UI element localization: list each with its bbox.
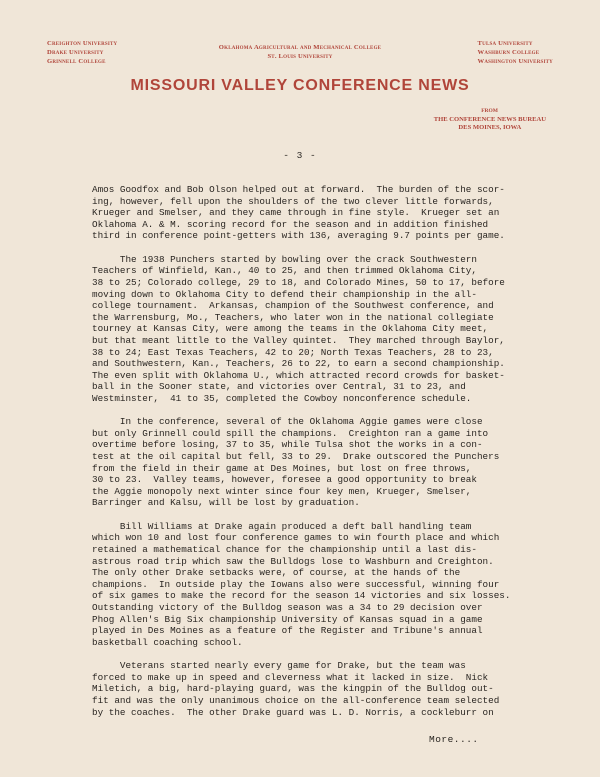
continuation-marker: More.... bbox=[429, 734, 479, 745]
text-line: 30 to 23. Valley teams, however, foresee a good opportunity to break bbox=[92, 474, 477, 486]
body-text bbox=[92, 184, 562, 718]
letterhead-school: Grinnell College bbox=[47, 58, 106, 65]
text-line: test at the oil capital but fell, 33 to 29. Drake outscored the Punchers bbox=[92, 451, 500, 463]
text-line: basketball coaching school. bbox=[92, 636, 243, 648]
text-line: Oklahoma A. & M. scoring record for the season and in addition finished bbox=[92, 218, 489, 230]
text-line: but only Grinnell could spill the champions. Creighton ran a game into bbox=[92, 427, 489, 439]
letterhead-school: Drake University bbox=[47, 49, 104, 56]
text-line: ball in the Sooner state, and victories over Central, 31 to 23, and bbox=[92, 381, 466, 393]
text-line: and Southwestern, Kan., Teachers, 26 to 22, to earn a second championship. bbox=[92, 358, 505, 370]
page-number: - 3 - bbox=[283, 150, 317, 161]
text-line: champions. In outside play the Iowans also were successful, winning four bbox=[92, 578, 500, 590]
text-line: Phog Allen's Big Six championship University of Kansas squad in a game bbox=[92, 613, 483, 625]
text-line: The 1938 Punchers started by bowling over the crack Southwestern bbox=[92, 253, 477, 265]
text-line: In the conference, several of the Oklahoma Aggie games were close bbox=[92, 416, 483, 428]
text-line: Bill Williams at Drake again produced a deft ball handling team bbox=[92, 520, 472, 532]
text-line: 38 to 24; East Texas Teachers, 42 to 20; North Texas Teachers, 28 to 23, bbox=[92, 346, 494, 358]
letterhead-school: Oklahoma Agricultural and Mechanical College bbox=[218, 44, 382, 51]
paragraph-gap bbox=[92, 509, 562, 521]
text-line: third in conference point-getters with 136, averaging 9.7 points per game. bbox=[92, 230, 505, 242]
text-line: but that meant little to the Valley quintet. They marched through Baylor, bbox=[92, 334, 505, 346]
text-line: astrous road trip which saw the Bulldogs lose to Washburn and Creighton. bbox=[92, 555, 494, 567]
text-line: Barringer and Kalsu, will be lost by graduation. bbox=[92, 497, 360, 509]
text-line: of six games to make the record for the season 14 victories and six losses. bbox=[92, 590, 511, 602]
paragraph bbox=[92, 254, 562, 405]
letterhead-right-schools bbox=[478, 39, 553, 66]
text-line: played in Des Moines as a feature of the Register and Tribune's annual bbox=[92, 625, 483, 637]
paragraph-gap bbox=[92, 242, 562, 254]
text-line: from the field in their game at Des Moines, but lost on free throws, bbox=[92, 462, 472, 474]
text-line: tourney at Kansas City, were among the teams in the Oklahoma City meet, bbox=[92, 323, 489, 335]
text-line: ing, however, fell upon the shoulders of the two clever little forwards, bbox=[92, 195, 494, 207]
text-line: the Aggie monopoly next winter since four key men, Krueger, Smelser, bbox=[92, 485, 472, 497]
letterhead-school: Washington University bbox=[477, 58, 553, 65]
text-line: overtime before losing, 37 to 35, while Tulsa shot the works in a con- bbox=[92, 439, 483, 451]
letterhead-school: Washburn College bbox=[477, 49, 540, 56]
paragraph bbox=[92, 521, 562, 649]
text-line: Veterans started nearly every game for Drake, but the team was bbox=[92, 660, 466, 672]
from-label: FROM bbox=[481, 108, 498, 114]
from-line: DES MOINES, IOWA bbox=[458, 124, 522, 131]
text-line: the Warrensburg, Mo., Teachers, who later won in the national collegiate bbox=[92, 311, 494, 323]
text-line: Krueger and Smelser, and they came through in fine style. Krueger set an bbox=[92, 207, 500, 219]
letterhead-from-block bbox=[434, 107, 546, 133]
from-line: THE CONFERENCE NEWS BUREAU bbox=[433, 115, 546, 123]
text-line: The even split with Oklahoma U., which attracted record crowds for basket- bbox=[92, 369, 505, 381]
text-line: Teachers of Winfield, Kan., 40 to 25, and then trimmed Oklahoma City, bbox=[92, 265, 477, 277]
letterhead-school: St. Louis University bbox=[267, 53, 333, 60]
text-line: which won 10 and lost four conference games to win fourth place and which bbox=[92, 532, 500, 544]
text-line: 38 to 25; Colorado college, 29 to 18, and Colorado Mines, 50 to 17, before bbox=[92, 276, 505, 288]
text-line: retained a mathematical chance for the championship until a last dis- bbox=[92, 544, 477, 556]
text-line: The only other Drake setbacks were, of course, at the hands of the bbox=[92, 567, 461, 579]
text-line: college tournament. Arkansas, champion of the Southwest conference, and bbox=[92, 300, 494, 312]
text-line: Miletich, a big, hard-playing guard, was the kingpin of the Bulldog out- bbox=[92, 683, 494, 695]
text-line: moving down to Oklahoma City to defend their championship in the all- bbox=[92, 288, 477, 300]
text-line: forced to make up in speed and cleverness what it lacked in size. Nick bbox=[92, 671, 489, 683]
text-line: fit and was the only unanimous choice on the all-conference team selected bbox=[92, 694, 500, 706]
paragraph bbox=[92, 184, 562, 242]
text-line: Amos Goodfox and Bob Olson helped out at forward. The burden of the scor- bbox=[92, 184, 505, 195]
text-line: by the coaches. The other Drake guard was L. D. Norris, a cockleburr on bbox=[92, 706, 494, 718]
paragraph-gap bbox=[92, 648, 562, 660]
paragraph bbox=[92, 416, 562, 509]
letterhead-title: MISSOURI VALLEY CONFERENCE NEWS bbox=[130, 77, 470, 94]
paragraph-gap bbox=[92, 404, 562, 416]
text-line: Westminster, 41 to 35, completed the Cowboy nonconference schedule. bbox=[92, 392, 472, 404]
letterhead-school: Creighton University bbox=[47, 40, 118, 47]
text-line: Outstanding victory of the Bulldog season was a 34 to 29 decision over bbox=[92, 601, 483, 613]
letterhead-school: Tulsa University bbox=[477, 40, 533, 47]
paragraph bbox=[92, 660, 562, 718]
